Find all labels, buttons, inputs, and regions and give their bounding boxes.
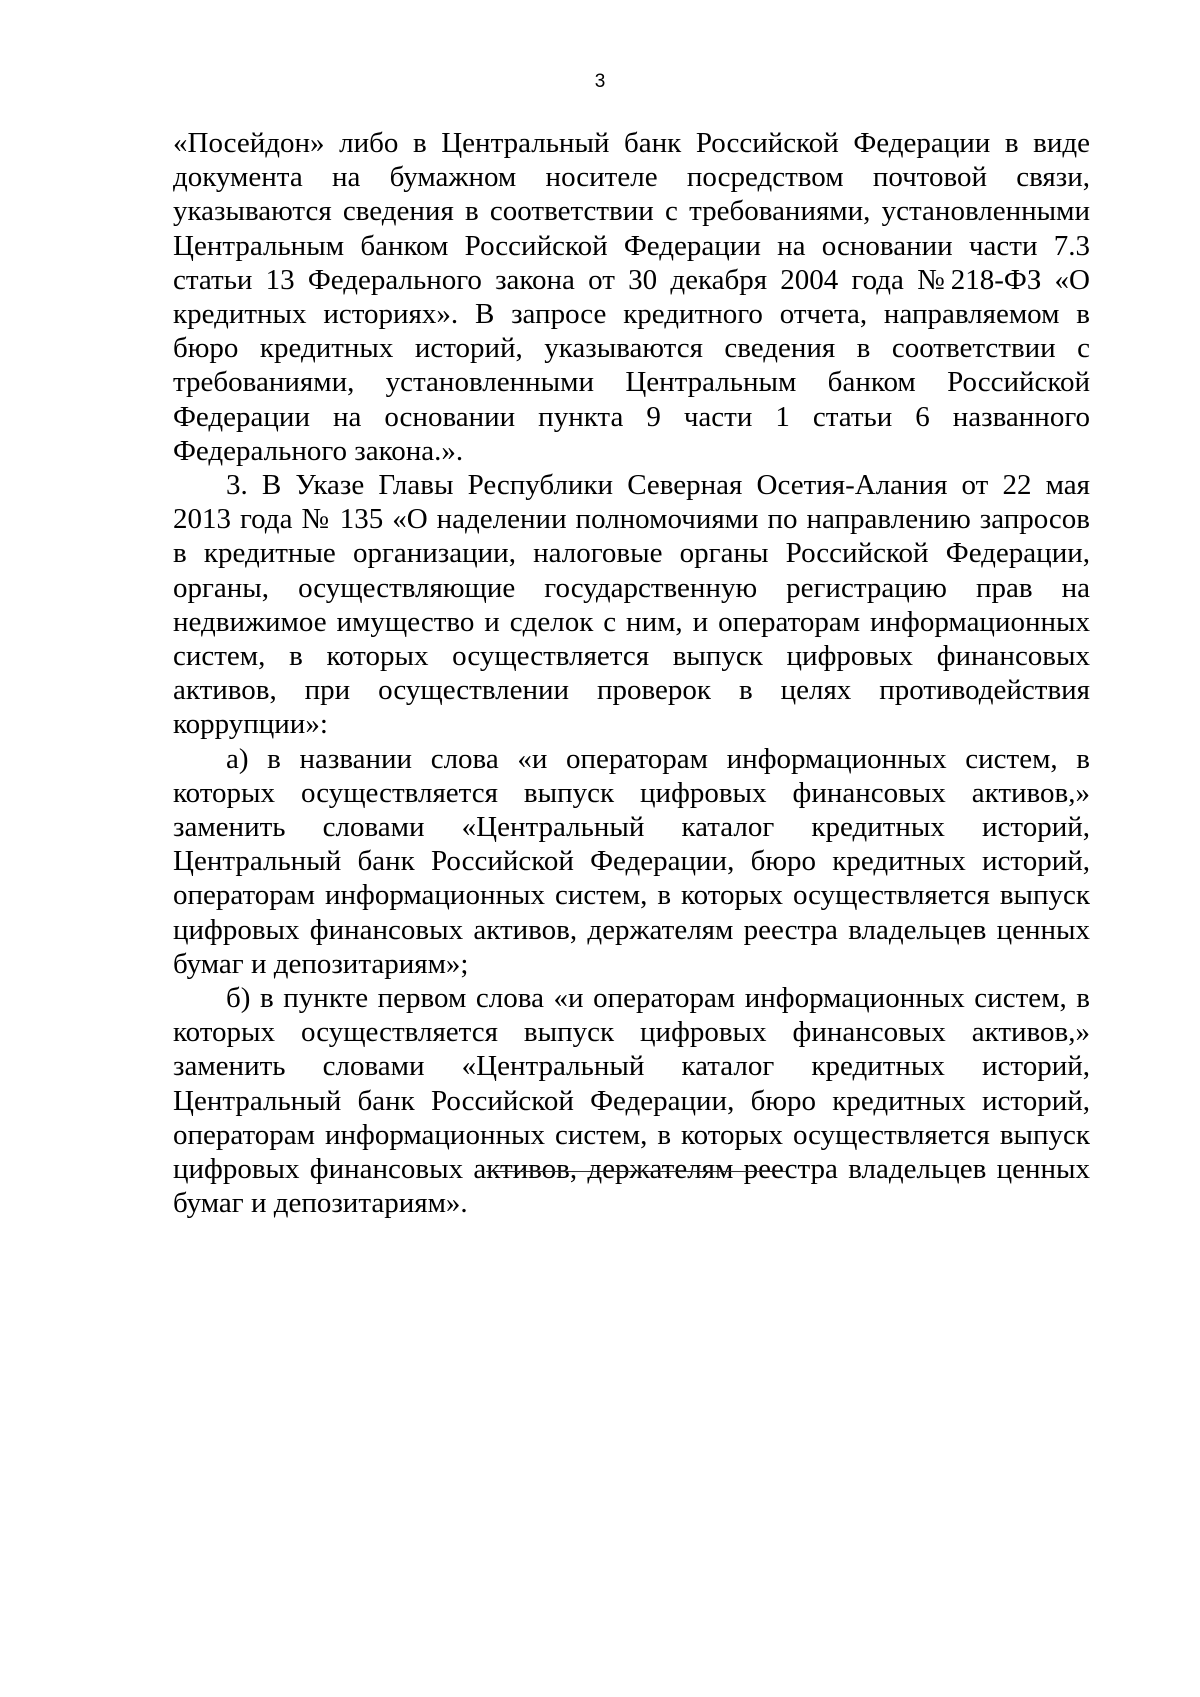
paragraph-continuation: «Посейдон» либо в Центральный банк Российской Федерации в виде документа на бумажном носителе посредством почтовой связи, указываются сведения в соответствии с требованиями, установленными Центральным банком Российской Федерации на основании части 7.3 статьи 13 Федерального закона от 30 декабря 2004 года №218-ФЗ «О кредитных историях». В запросе кредитного отчета, направляемом в бюро кредитных историй, указываются сведения в соответствии с требованиями, установленными Центральным банком Российской Федерации на основании пункта 9 части 1 статьи 6 названного Федерального закона.».: [173, 127, 1090, 467]
document-body: [173, 126, 1090, 1221]
paragraph-item-3: 3. В Указе Главы Республики Северная Осетия-Алания от 22 мая 2013 года № 135 «О наделении полномочиями по направлению запросов в кредитные организации, налоговые органы Российской Федерации, органы, осуществляющие государственную регистрацию прав на недвижимое имущество и сделок с ним, и операторам информационных систем, в которых осуществляется выпуск цифровых финансовых активов, при осуществлении проверок в целях противодействия коррупции»:: [173, 469, 1090, 741]
closing-rule: [486, 1171, 786, 1172]
page-number: 3: [594, 71, 606, 92]
paragraph-subitem-b: б) в пункте первом слова «и операторам информационных систем, в которых осуществляется выпуск цифровых финансовых активов,» заменить словами «Центральный каталог кредитных историй, Центральный банк Российской Федерации, бюро кредитных историй, операторам информационных систем, в которых осуществляется выпуск цифровых финансовых активов, держателям реестра владельцев ценных бумаг и депозитариям».: [173, 982, 1090, 1220]
paragraph-subitem-a: а) в названии слова «и операторам информационных систем, в которых осуществляется выпуск цифровых финансовых активов,» заменить словами «Центральный каталог кредитных историй, Центральный банк Российской Федерации, бюро кредитных историй, операторам информационных систем, в которых осуществляется выпуск цифровых финансовых активов, держателям реестра владельцев ценных бумаг и депозитариям»;: [173, 742, 1090, 980]
